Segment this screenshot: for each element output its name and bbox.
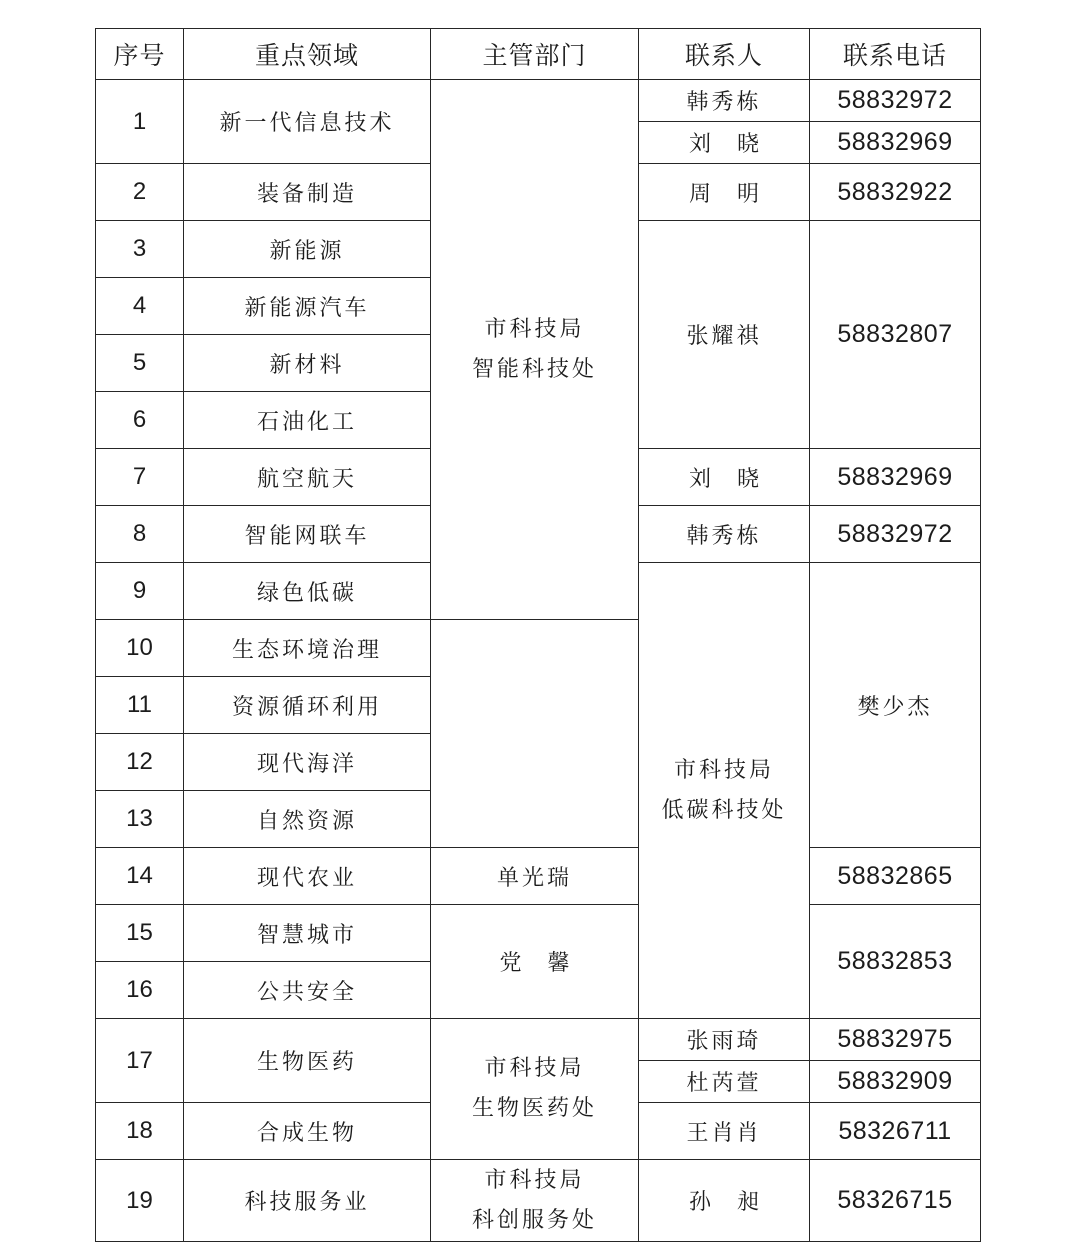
field-cell: 新一代信息技术 — [184, 80, 431, 164]
header-no: 序号 — [96, 29, 184, 80]
table-row — [96, 1019, 981, 1061]
dept-line: 低碳科技处 — [661, 797, 787, 823]
dept-cell — [431, 1160, 639, 1242]
dept-line: 市科技局 — [484, 316, 585, 342]
dept-cell — [431, 1019, 639, 1160]
row-number: 8 — [96, 506, 184, 563]
row-number: 7 — [96, 449, 184, 506]
contact-phone: 58326711 — [810, 1103, 981, 1160]
field-cell: 生态环境治理 — [184, 620, 431, 677]
contact-phone: 58832807 — [810, 221, 981, 449]
contact-name: 杜芮萱 — [639, 1061, 810, 1103]
contact-phone: 58832909 — [810, 1061, 981, 1103]
field-cell: 石油化工 — [184, 392, 431, 449]
contact-phone: 58326715 — [810, 1160, 981, 1242]
header-row — [96, 29, 981, 80]
table-row — [96, 1160, 981, 1242]
field-cell: 装备制造 — [184, 164, 431, 221]
row-number: 19 — [96, 1160, 184, 1242]
contact-phone: 58832969 — [810, 122, 981, 164]
dept-line: 生物医药处 — [471, 1096, 597, 1121]
contact-name: 韩秀栋 — [639, 80, 810, 122]
dept-line: 市科技局 — [673, 757, 774, 783]
contact-name: 周明 — [639, 164, 810, 221]
row-number: 2 — [96, 164, 184, 221]
dept-line: 智能科技处 — [471, 356, 597, 382]
row-number: 17 — [96, 1019, 184, 1103]
field-cell: 新材料 — [184, 335, 431, 392]
field-cell: 资源循环利用 — [184, 677, 431, 734]
field-cell: 合成生物 — [184, 1103, 431, 1160]
contact-phone: 58832972 — [810, 80, 981, 122]
contact-name: 樊少杰 — [810, 563, 981, 848]
row-number: 5 — [96, 335, 184, 392]
contact-phone: 58832975 — [810, 1019, 981, 1061]
dept-cell — [639, 563, 810, 1019]
row-number: 6 — [96, 392, 184, 449]
contact-name: 张雨琦 — [639, 1019, 810, 1061]
row-number: 11 — [96, 677, 184, 734]
row-number: 13 — [96, 791, 184, 848]
header-contact: 联系人 — [639, 29, 810, 80]
contact-phone: 58832865 — [810, 848, 981, 905]
field-cell: 新能源汽车 — [184, 278, 431, 335]
contact-phone: 58832972 — [810, 506, 981, 563]
row-number: 3 — [96, 221, 184, 278]
dept-line: 市科技局 — [484, 1056, 585, 1081]
table-row — [96, 905, 981, 962]
contact-name: 刘晓 — [639, 449, 810, 506]
header-dept: 主管部门 — [431, 29, 639, 80]
contact-name: 王肖肖 — [639, 1103, 810, 1160]
header-field: 重点领域 — [184, 29, 431, 80]
row-number: 15 — [96, 905, 184, 962]
header-phone: 联系电话 — [810, 29, 981, 80]
field-cell: 智慧城市 — [184, 905, 431, 962]
field-cell: 自然资源 — [184, 791, 431, 848]
dept-cell — [431, 80, 639, 620]
field-cell: 绿色低碳 — [184, 563, 431, 620]
contact-phone: 58832853 — [810, 905, 981, 1019]
field-cell: 科技服务业 — [184, 1160, 431, 1242]
row-number: 16 — [96, 962, 184, 1019]
field-cell: 现代农业 — [184, 848, 431, 905]
contact-name: 单光瑞 — [431, 848, 639, 905]
field-cell: 智能网联车 — [184, 506, 431, 563]
field-cell: 航空航天 — [184, 449, 431, 506]
field-cell: 新能源 — [184, 221, 431, 278]
row-number: 9 — [96, 563, 184, 620]
row-number: 12 — [96, 734, 184, 791]
table-row — [96, 80, 981, 122]
field-cell: 公共安全 — [184, 962, 431, 1019]
field-cell: 现代海洋 — [184, 734, 431, 791]
contact-name: 张耀祺 — [639, 221, 810, 449]
contact-name: 韩秀栋 — [639, 506, 810, 563]
row-number: 1 — [96, 80, 184, 164]
contact-phone: 58832969 — [810, 449, 981, 506]
dept-line: 市科技局 — [484, 1167, 585, 1193]
field-cell: 生物医药 — [184, 1019, 431, 1103]
contact-phone: 58832922 — [810, 164, 981, 221]
row-number: 18 — [96, 1103, 184, 1160]
row-number: 10 — [96, 620, 184, 677]
table-row — [96, 848, 981, 905]
row-number: 4 — [96, 278, 184, 335]
contact-name: 党馨 — [431, 905, 639, 1019]
contact-name: 孙昶 — [639, 1160, 810, 1242]
contact-name: 刘晓 — [639, 122, 810, 164]
dept-line: 科创服务处 — [471, 1207, 597, 1233]
row-number: 14 — [96, 848, 184, 905]
contact-table — [95, 28, 981, 1242]
